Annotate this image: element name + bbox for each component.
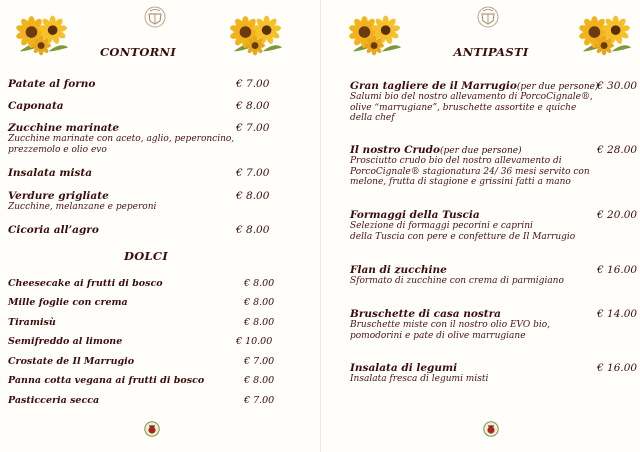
- item-description: Zucchine, melanzane e peperoni: [8, 202, 157, 212]
- item-name: Bruschette di casa nostra: [350, 308, 501, 320]
- item-description: PorcoCignale® stagionatura 24/ 36 mesi servito con: [350, 166, 590, 177]
- menu-item: [8, 122, 234, 155]
- item-price: € 7.00: [236, 122, 270, 134]
- item-description: Zucchine marinate con aceto, aglio, peperoncino,: [8, 134, 235, 144]
- item-price: € 10.00: [236, 336, 273, 347]
- item-price: € 8.00: [236, 190, 270, 202]
- menu-item: [8, 375, 204, 386]
- item-price: € 30.00: [597, 80, 638, 92]
- menu-item: [8, 336, 122, 347]
- menu-item: [8, 395, 99, 406]
- logo-icon: [144, 421, 160, 437]
- item-price: € 7.00: [244, 395, 275, 406]
- item-description: Sformato di zucchine con crema di parmigiano: [350, 276, 564, 286]
- menu-item: [8, 78, 95, 90]
- item-name: Caponata: [8, 100, 64, 112]
- item-price: € 8.00: [244, 317, 275, 328]
- item-price: € 16.00: [597, 264, 638, 276]
- item-price: € 7.00: [244, 356, 275, 367]
- antipasti-title: ANTIPASTI: [453, 45, 529, 59]
- item-price: € 16.00: [597, 362, 638, 374]
- item-name: Flan di zucchine: [350, 264, 447, 276]
- item-note: (per due persone): [440, 146, 522, 156]
- sunflower-icon: [230, 12, 284, 56]
- dolci-title: DOLCI: [123, 249, 169, 263]
- menu-item: [350, 209, 575, 242]
- item-description: olive “marrugiane”, bruschette assortite e quiche: [350, 102, 577, 113]
- item-price: € 14.00: [597, 308, 638, 320]
- sunflower-icon: [579, 12, 633, 56]
- item-name: Pasticceria secca: [8, 395, 100, 406]
- item-name: Crostate de Il Marrugio: [8, 356, 135, 367]
- item-description: prezzemolo e olio evo: [8, 144, 107, 155]
- right-menu-page: [320, 0, 640, 452]
- menu-item: [350, 362, 488, 385]
- item-description: Salumi bio del nostro allevamento di PorcoCignale®,: [350, 92, 593, 102]
- sunflower-icon: [16, 12, 70, 56]
- item-description: Bruschette miste con il nostro olio EVO bio,: [350, 320, 551, 330]
- sunflower-icon: [349, 12, 403, 56]
- item-price: € 8.00: [244, 297, 275, 308]
- menu-item: [350, 308, 550, 341]
- menu-item: [8, 224, 99, 236]
- item-description: Selezione di formaggi pecorini e caprini: [350, 221, 533, 231]
- item-price: € 8.00: [244, 375, 275, 386]
- logo-icon: [483, 421, 499, 437]
- menu-item: [8, 297, 128, 308]
- item-name: Formaggi della Tuscia: [350, 209, 480, 221]
- item-description: Insalata fresca di legumi misti: [350, 374, 489, 384]
- crest-icon: [477, 6, 499, 28]
- item-name: Insalata mista: [8, 167, 93, 179]
- item-name: Verdure grigliate: [8, 190, 109, 202]
- item-description: melone, frutta di stagione e grissini fatti a mano: [350, 177, 571, 187]
- item-name: Cheesecake ai frutti di bosco: [8, 278, 163, 289]
- menu-item: [8, 317, 56, 328]
- item-price: € 8.00: [236, 224, 270, 236]
- menu-item: [8, 278, 163, 289]
- menu-item: [350, 80, 598, 124]
- item-price: € 8.00: [244, 278, 275, 289]
- item-name: Tiramisù: [8, 317, 56, 328]
- item-name: Il nostro Crudo: [350, 144, 441, 156]
- item-description: della chef: [350, 113, 395, 123]
- crest-icon: [144, 6, 166, 28]
- item-description: pomodorini e pate di olive marrugiane: [350, 330, 526, 341]
- item-name: Semifreddo al limone: [8, 336, 123, 347]
- menu-item: [8, 190, 156, 213]
- contorni-title: CONTORNI: [99, 45, 177, 59]
- menu-item: [350, 144, 590, 188]
- item-note: (per due persone): [516, 82, 599, 92]
- item-name: Cicoria all’agro: [8, 224, 99, 236]
- item-description: Prosciutto crudo bio del nostro allevamento di: [350, 156, 562, 166]
- item-price: € 8.00: [236, 100, 270, 112]
- item-price: € 7.00: [236, 78, 270, 90]
- menu-item: [8, 167, 92, 179]
- item-name: Zucchine marinate: [8, 122, 120, 134]
- menu-item: [8, 100, 64, 112]
- item-price: € 20.00: [597, 209, 638, 221]
- item-name: Gran tagliere de il Marrugio: [350, 80, 517, 92]
- item-name: Mille foglie con crema: [8, 297, 128, 308]
- item-name: Patate al forno: [8, 78, 96, 90]
- item-name: Insalata di legumi: [350, 362, 458, 374]
- item-name: Panna cotta vegana ai frutti di bosco: [8, 375, 205, 386]
- menu-item: [350, 264, 564, 287]
- item-price: € 7.00: [236, 167, 270, 179]
- item-price: € 28.00: [597, 144, 638, 156]
- item-description: della Tuscia con pere e confetture de Il Marrugio: [350, 231, 576, 242]
- menu-item: [8, 356, 134, 367]
